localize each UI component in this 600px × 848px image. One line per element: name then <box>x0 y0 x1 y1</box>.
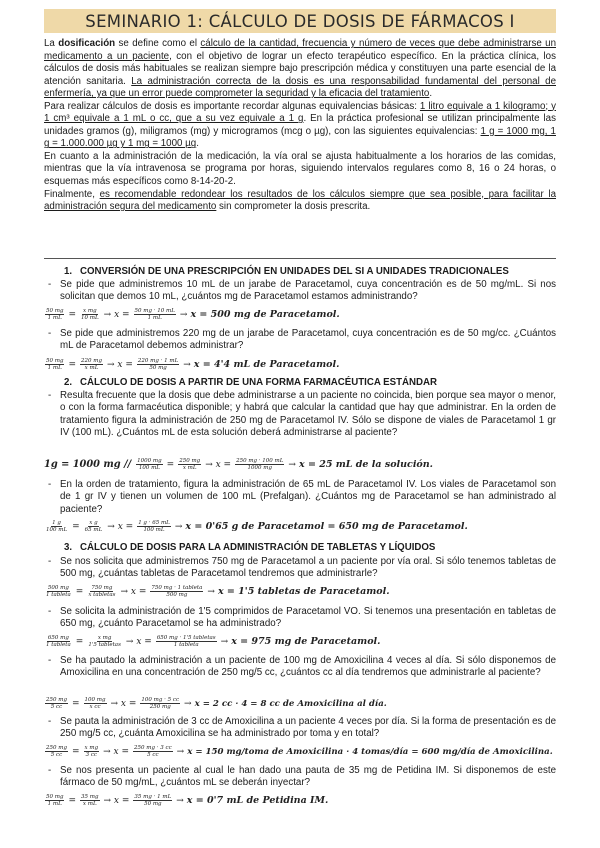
list-item: - Se pide que administremos 220 mg de un jarabe de Paracetamol, cuya concentración es de 50 mg/cc. ¿Cuántos mL de Paracetamol debemos administrar? <box>48 328 556 352</box>
equation-7: $\frac{250 mg}{5 cc}$ = $\frac{100 mg}{\text{x cc}}$ → x = $\frac{100 mg \cdot 5 cc}{250 mg}$ → x = 2 cc · 4 = 8 cc de Amoxicilina al día. <box>46 697 387 711</box>
list-item: - Se nos presenta un paciente al cual le han dado una pauta de 35 mg de Petidina IM. Si disponemos de este fármaco de 50 mg/mL, ¿cuántos mL se deberán inyectar? <box>48 765 556 789</box>
intro-text <box>44 38 556 214</box>
equation-1: $\frac{50 mg}{1 mL}$ = $\frac{\text{x mg}}{10 mL}$ → x = $\frac{50 mg \cdot 10 mL}{1 mL}$ → x = 500 mg de Paracetamol. <box>46 308 340 322</box>
title-banner <box>44 9 556 33</box>
section-heading-2: 2. CÁLCULO DE DOSIS A PARTIR DE UNA FORMA FARMACÉUTICA ESTÁNDAR <box>64 377 437 388</box>
intro-paragraph-3: En cuanto a la administración de la medicación, la vía oral se ajusta habitualmente a los horarios de las comidas, mientras que la vía intravenosa se programa por horas, siguiendo intervalos regulares como 8, 16 o 24 horas, o esquemas más específicos como 8-14-20-2. <box>44 150 556 188</box>
divider <box>44 258 556 259</box>
list-item: - Se solicita la administración de 1'5 comprimidos de Paracetamol VO. Si tenemos una presentación en tabletas de 650 mg, ¿cuánto Paracetamol se ha administrado? <box>48 606 556 630</box>
equation-4: $\frac{1 g}{100 mL}$ = $\frac{\text{x g}}{65 mL}$ → x = $\frac{1 g \cdot 65 mL}{100 mL}$ → x = 0'65 g de Paracetamol = 650 mg de Paracetamol. <box>46 520 468 534</box>
list-item: - Se pide que administremos 10 mL de un jarabe de Paracetamol, cuya concentración es de 50 mg/mL. Si nos solicitan que demos 10 mL, ¿cuántos mg de Paracetamol estamos administrando? <box>48 279 556 303</box>
intro-paragraph-1: La dosificación se define como el cálculo de la cantidad, frecuencia y número de veces que debe administrarse un medicamento a un paciente, con el objetivo de lograr un efecto terapéutico específico. En la práctica clínica, los cálculos de dosis más habituales se realizan siempre bajo prescripción médica y constituyen una parte esencial de la atención sanitaria. La administración correcta de la dosis es una responsabilidad fundamental del personal de enfermería, ya que un error puede comprometer la seguridad y la eficacia del tratamiento. <box>44 38 556 100</box>
list-item: - Se nos solicita que administremos 750 mg de Paracetamol a un paciente por vía oral. Si sólo tenemos tabletas de 500 mg, ¿cuántas tabletas de Paracetamol tendremos que administrarle? <box>48 556 556 580</box>
equation-2: $\frac{50 mg}{1 mL}$ = $\frac{220 mg}{\text{x mL}}$ → x = $\frac{220 mg \cdot 1 mL}{50 mg}$ → x = 4'4 mL de Paracetamol. <box>46 358 340 372</box>
intro-paragraph-2: Para realizar cálculos de dosis es importante recordar algunas equivalencias básicas: 1 litro equivale a 1 kilogramo; y 1 cm³ equivale a 1 mL o cc, que a su vez equivale a 1 g. En la práctica profesional se utilizan principalmente las unidades gramos (g), miligramos (mg) y microgramos (mcg o µg), con las siguientes equivalencias: 1 g = 1000 mg, 1 g = 1.000.000 µg y 1 mg = 1000 µg. <box>44 100 556 150</box>
equation-9: $\frac{50 mg}{1 mL}$ = $\frac{35 mg}{\text{x mL}}$ → x = $\frac{35 mg \cdot 1 mL}{50 mg}$ → x = 0'7 mL de Petidina IM. <box>46 794 329 808</box>
list-item: - En la orden de tratamiento, figura la administración de 65 mL de Paracetamol IV. Los viales de Paracetamol son de 1 gr IV y tienen un volumen de 100 mL (Prefalgan). ¿Cuántos mg de Paracetamol se han administrado al paciente? <box>48 479 556 515</box>
equation-6: $\frac{650 mg}{\text{1 tableta}}$ = $\frac{\text{x mg}}{\text{1'5 tabletas}}$ → x = $\frac{\text{650 mg · 1'5 tabletas}}{\text{1 tableta}}$ → x = 975 mg de Paracetamol. <box>46 635 381 649</box>
section-heading-1: 1. CONVERSIÓN DE UNA PRESCRIPCIÓN EN UNIDADES DEL SI A UNIDADES TRADICIONALES <box>64 266 509 277</box>
page-title: SEMINARIO 1: CÁLCULO DE DOSIS DE FÁRMACOS I <box>85 11 515 31</box>
intro-paragraph-4: Finalmente, es recomendable redondear los resultados de los cálculos siempre que sea posible, para facilitar la administración segura del medicamento sin comprometer la dosis prescrita. <box>44 188 556 213</box>
list-item: - Se ha pautado la administración a un paciente de 100 mg de Amoxicilina 4 veces al día. Si sólo disponemos de Amoxicilina en una concentración de 250 mg/5 cc, ¿cuántos cc al día tendremos que administrarle al paciente? <box>48 655 556 679</box>
equation-3: 1g = 1000 mg // $\frac{1000 mg}{100 mL}$ = $\frac{250 mg}{\text{x mL}}$ → x = $\frac{250 mg \cdot 100 mL}{1000 mg}$ → x = 25 mL de la solución. <box>44 458 433 472</box>
list-item: - Resulta frecuente que la dosis que debe administrarse a un paciente no coincida, bien porque sea mayor o menor, o con la forma farmacéutica disponible; y habrá que calcular la cantidad que hay que administrar. En la orden de tratamiento figura la administración de 250 mg de Paracetamol IV. Sólo se dispone de viales de Paracetamol 1 gr IV (100 mL). ¿Cuántos mL de esta solución deberá administrarse al paciente? <box>48 390 556 439</box>
equation-8: $\frac{250 mg}{5 cc}$ = $\frac{\text{x mg}}{3 cc}$ → x = $\frac{250 mg \cdot 3 cc}{5 cc}$ → x = 150 mg/toma de Amoxicilina · 4 tomas/día = 600 mg/día de Amoxicilina. <box>46 745 553 759</box>
equation-5: $\frac{500 mg}{\text{1 tableta}}$ = $\frac{750 mg}{\text{x tabletas}}$ → x = $\frac{\text{750 mg · 1 tableta}}{500 mg}$ → x = 1'5 tabletas de Paracetamol. <box>46 585 390 599</box>
list-item: - Se pauta la administración de 3 cc de Amoxicilina a un paciente 4 veces por día. Si la forma de presentación es de 250 mg/5 cc, ¿cuánta Amoxicilina se ha administrado por toma y en total? <box>48 716 556 740</box>
section-heading-3: 3. CÁLCULO DE DOSIS PARA LA ADMINISTRACIÓN DE TABLETAS Y LÍQUIDOS <box>64 542 436 553</box>
